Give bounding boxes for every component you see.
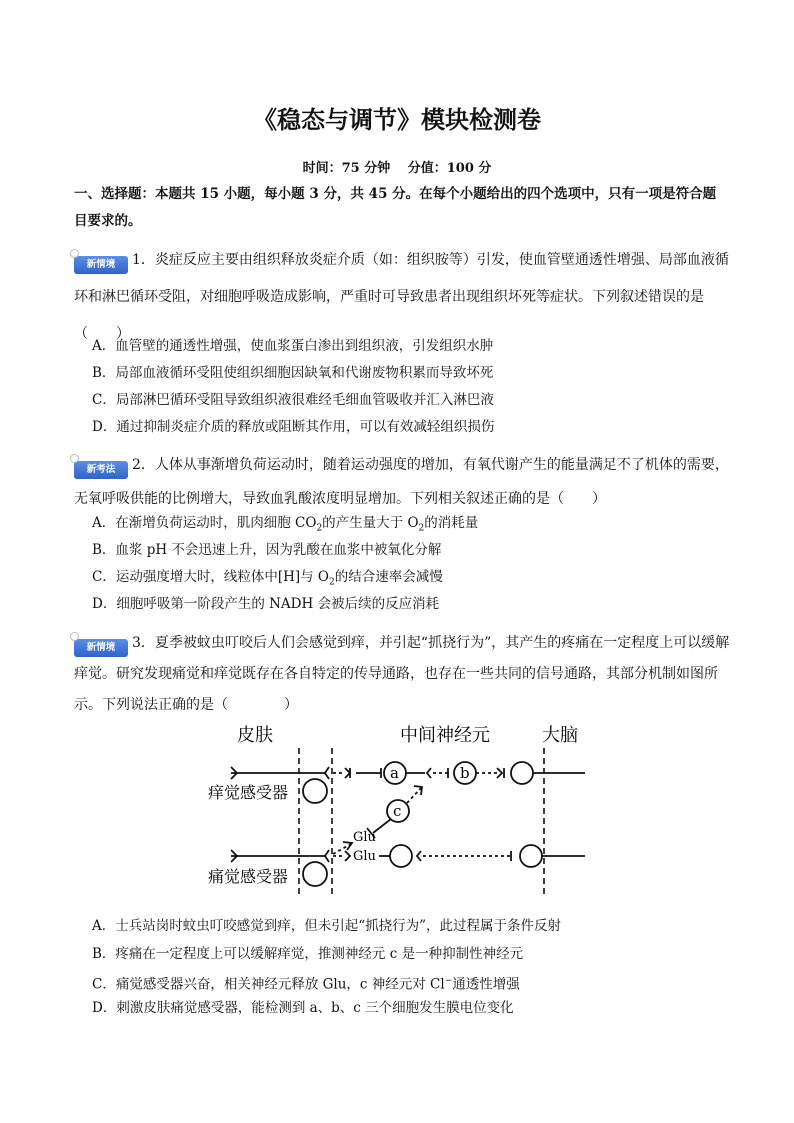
option-text: 的消耗量 (424, 515, 479, 531)
option-c (92, 971, 732, 995)
option-a (92, 513, 732, 539)
option-a: A．血管壁的通透性增强，使血浆蛋白渗出到组织液，引发组织水肿 (92, 338, 494, 354)
neural-pathway-diagram (195, 718, 595, 898)
badge-new-scenario: 新情境 (74, 639, 128, 657)
question-3 (74, 628, 734, 721)
option-text: 的结合速率会减慢 (334, 569, 443, 585)
label-pain-receptor: 痛觉感受器 (208, 867, 289, 886)
option-b: B．疼痛在一定程度上可以缓解痒觉，推测神经元 c 是一种抑制性神经元 (92, 946, 524, 962)
option-text: 通透性增强 (452, 976, 520, 993)
label-skin: 皮肤 (237, 725, 273, 746)
option-text: C．痛觉感受器兴奋，相关神经元释放 Glu，c 神经元对 Cl (92, 976, 445, 993)
label-itch-receptor: 痒觉感受器 (208, 783, 289, 802)
badge-new-method: 新考法 (74, 461, 128, 479)
option-d: D．细胞呼吸第一阶段产生的 NADH 会被后续的反应消耗 (92, 596, 440, 612)
neuron-b-label: b (460, 764, 470, 782)
label-interneuron: 中间神经元 (400, 725, 490, 746)
option-b: B．局部血液循环受阻使组织细胞因缺氧和代谢废物积累而导致坏死 (92, 365, 494, 381)
neuron-c-label: c (393, 802, 402, 820)
option-d: D．通过抑制炎症介质的释放或阻断其作用，可以有效减轻组织损伤 (92, 419, 495, 435)
question-stem: 2．人体从事渐增负荷运动时，随着运动强度的增加，有氧代谢产生的能量满足不了机体的需要，无氧呼吸供能的比例增大，导致血乳酸浓度明显增加。下列相关叙述正确的是（ ） (74, 457, 729, 507)
superscript: − (444, 976, 453, 986)
option-a: A．士兵站岗时蚊虫叮咬感觉到痒，但未引起“抓挠行为”，此过程属于条件反射 (92, 918, 562, 934)
glu-label-lower: Glu (353, 849, 376, 864)
subscript: 2 (329, 577, 335, 588)
subscript: 2 (316, 523, 323, 534)
question-stem: 1．炎症反应主要由组织释放炎症介质（如：组织胺等）引发，使血管壁通透性增强、局部血液循环和淋巴循环受阻，对细胞呼吸造成影响，严重时可导致患者出现组织坏死等症状。下列叙述错误的是（ ） (74, 252, 729, 342)
option-c: C．局部淋巴循环受阻导致组织液很难经毛细血管吸收并汇入淋巴液 (92, 392, 494, 408)
question-stem: 3．夏季被蚊虫叮咬后人们会感觉到痒，并引起“抓挠行为”，其产生的疼痛在一定程度上可以缓解痒觉。研究发现痛觉和痒觉既存在各自特定的传导通路，也存在一些共同的信号通路，其部分机制如图所示。下列说法正确的是（ ） (74, 635, 730, 713)
label-brain: 大脑 (542, 725, 578, 746)
subscript: 2 (418, 523, 425, 534)
option-b: B．血浆 pH 不会迅速上升，因为乳酸在血浆中被氧化分解 (92, 542, 442, 558)
option-text: 的产生量大于 O (322, 515, 419, 531)
option-text: A．在渐增负荷运动时，肌肉细胞 CO (92, 515, 317, 531)
page-title: 《稳态与调节》模块检测卷 (253, 106, 541, 134)
section-heading: 一、选择题：本题共 15 小题，每小题 3 分，共 45 分。在每个小题给出的四个选项中，只有一项是符合题目要求的。 (74, 186, 717, 229)
option-c (92, 567, 732, 593)
exam-meta: 时间：75 分钟 分值：100 分 (302, 161, 492, 176)
question-2 (74, 448, 734, 516)
neuron-a-label: a (390, 764, 399, 782)
glu-label-upper: Glu (353, 830, 376, 845)
badge-new-scenario: 新情境 (74, 256, 128, 274)
option-d: D．刺激皮肤痛觉感受器，能检测到 a、b、c 三个细胞发生膜电位变化 (92, 1000, 514, 1016)
option-text: C．运动强度增大时，线粒体中[H]与 O (92, 569, 329, 585)
